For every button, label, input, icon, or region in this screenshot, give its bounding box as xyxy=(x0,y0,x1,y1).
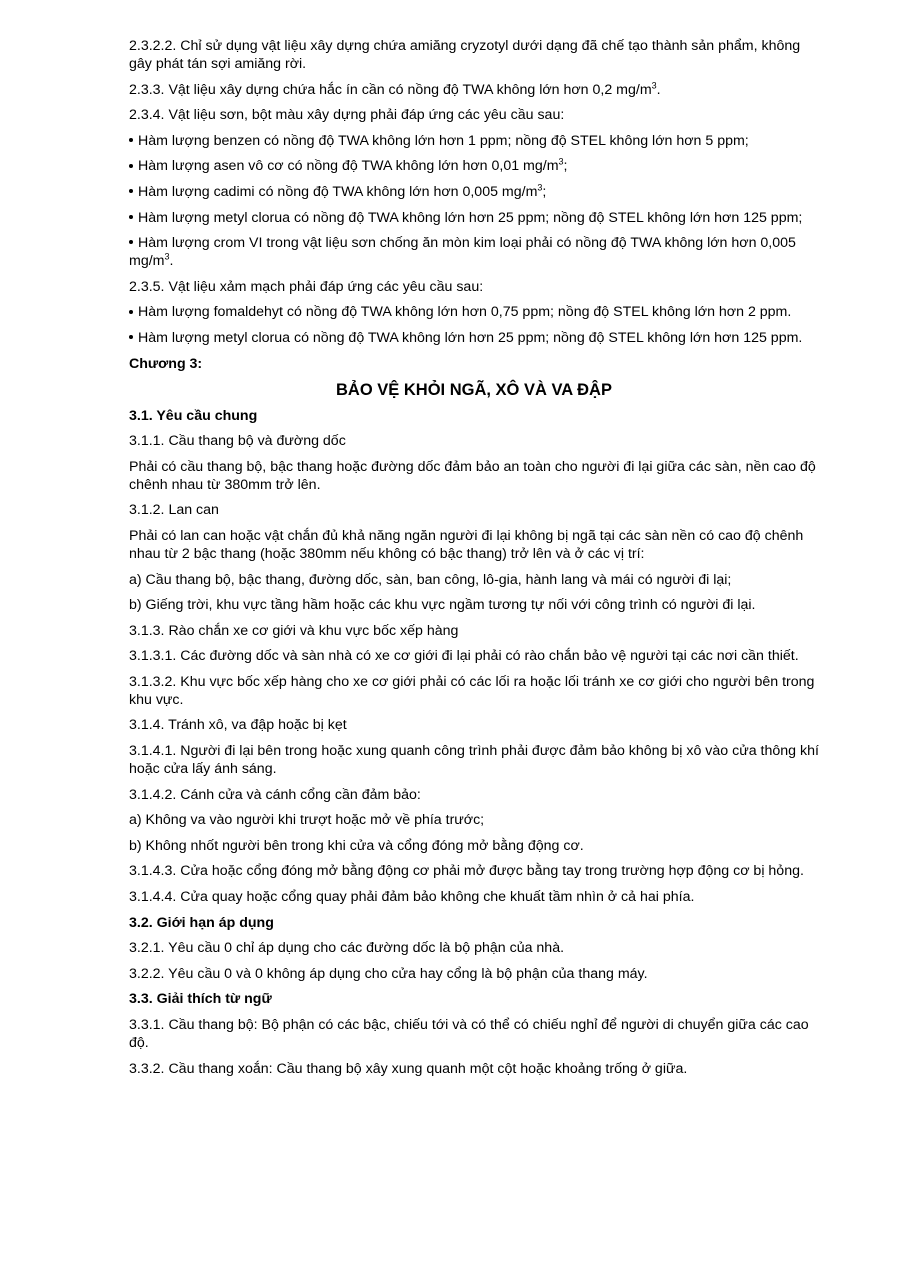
bullet-fomaldehyt: Hàm lượng fomaldehyt có nồng độ TWA không lớn hơn 0,75 ppm; nồng độ STEL không lớn hơn 2 ppm. xyxy=(129,303,819,321)
section-3-3: 3.3. Giải thích từ ngữ xyxy=(129,991,272,1008)
bullet-cadimi: Hàm lượng cadimi có nồng độ TWA không lớn hơn 0,005 $mg/m^3$; xyxy=(129,183,819,201)
bullet-metyl-clorua: Hàm lượng metyl clorua có nồng độ TWA không lớn hơn 25 ppm; nồng độ STEL không lớn hơn 125 ppm; xyxy=(129,209,819,227)
bullet-icon xyxy=(129,310,133,314)
section-3-2: 3.2. Giới hạn áp dụng xyxy=(129,914,274,931)
paragraph-3-1-4-1: 3.1.4.1. Người đi lại bên trong hoặc xung quanh công trình phải được đảm bảo không bị xô vào cửa thông khí hoặc cửa lấy ánh sáng. xyxy=(129,743,819,778)
bullet-asen: Hàm lượng asen vô cơ có nồng độ TWA không lớn hơn 0,01 $mg/m^3$; xyxy=(129,157,819,175)
bullet-benzen: Hàm lượng benzen có nồng độ TWA không lớn hơn 1 ppm; nồng độ STEL không lớn hơn 5 ppm; xyxy=(129,132,819,150)
bullet-crom: Hàm lượng crom VI trong vật liệu sơn chống ăn mòn kim loại phải có nồng độ TWA không lớn hơn 0,005 $mg/m^3$. xyxy=(129,235,796,270)
paragraph-3-3-1: 3.3.1. Cầu thang bộ: Bộ phận có các bậc, chiếu tới và có thể có chiếu nghỉ để người di chuyển giữa các cao độ. xyxy=(129,1017,809,1051)
bullet-icon xyxy=(129,215,133,219)
paragraph-3-2-2: 3.2.2. Yêu cầu 0 và 0 không áp dụng cho cửa hay cổng là bộ phận của thang máy. xyxy=(129,965,648,982)
item-3-1-2-a: a) Cầu thang bộ, bậc thang, đường dốc, sàn, ban công, lô-gia, hành lang và mái có người đi lại; xyxy=(129,571,732,588)
paragraph-3-1-4-3: 3.1.4.3. Cửa hoặc cổng đóng mở bằng động cơ phải mở được bằng tay trong trường hợp động cơ bị hỏng. xyxy=(129,863,804,880)
paragraph-2-3-4: 2.3.4. Vật liệu sơn, bột màu xây dựng phải đáp ứng các yêu cầu sau: xyxy=(129,107,565,124)
paragraph-3-3-2: 3.3.2. Cầu thang xoắn: Cầu thang bộ xây xung quanh một cột hoặc khoảng trống ở giữa. xyxy=(129,1060,688,1077)
paragraph-3-1-1: Phải có cầu thang bộ, bậc thang hoặc đường dốc đảm bảo an toàn cho người đi lại giữa các sàn, nền cao độ chênh nhau từ 380mm trở lên. xyxy=(129,458,816,493)
paragraph-3-1-4-2: 3.1.4.2. Cánh cửa và cánh cổng cần đảm bảo: xyxy=(129,786,421,803)
subsection-3-1-4: 3.1.4. Tránh xô, va đập hoặc bị kẹt xyxy=(129,717,347,734)
bullet-icon xyxy=(129,138,133,142)
paragraph-3-1-2: Phải có lan can hoặc vật chắn đủ khả năng ngăn người đi lại không bị ngã tại các sàn nền có cao độ chênh nhau từ 2 bậc thang (hoặc 380mm nếu không có bậc thang) trở lên và ở các vị trí: xyxy=(129,527,804,562)
subsection-3-1-1: 3.1.1. Cầu thang bộ và đường dốc xyxy=(129,433,346,450)
paragraph-2-3-3: 2.3.3. Vật liệu xây dựng chứa hắc ín cần có nồng độ TWA không lớn hơn 0,2 $mg/m^3$. xyxy=(129,79,661,98)
paragraph-3-1-3-2: 3.1.3.2. Khu vực bốc xếp hàng cho xe cơ giới phải có các lối ra hoặc lối tránh xe cơ giới cho người bên trong khu vực. xyxy=(129,673,815,708)
paragraph-3-2-1: 3.2.1. Yêu cầu 0 chỉ áp dụng cho các đường dốc là bộ phận của nhà. xyxy=(129,940,565,957)
bullet-icon xyxy=(129,335,133,339)
bullet-icon xyxy=(129,189,133,193)
bullet-icon xyxy=(129,164,133,168)
item-3-1-4-2-b: b) Không nhốt người bên trong khi cửa và cổng đóng mở bằng động cơ. xyxy=(129,837,584,854)
bullet-icon xyxy=(129,240,133,244)
document-page xyxy=(129,37,819,1085)
bullet-metyl-clorua-2: Hàm lượng metyl clorua có nồng độ TWA không lớn hơn 25 ppm; nồng độ STEL không lớn hơn 125 ppm. xyxy=(129,329,819,347)
item-3-1-2-b: b) Giếng trời, khu vực tầng hầm hoặc các khu vực ngầm tương tự nối với công trình có người đi lại. xyxy=(129,597,756,614)
paragraph-2-3-2-2: 2.3.2.2. Chỉ sử dụng vật liệu xây dựng chứa amiăng cryzotyl dưới dạng đã chế tạo thành sản phẩm, không gây phát tán sợi amiăng rời. xyxy=(129,38,801,72)
subsection-3-1-3: 3.1.3. Rào chắn xe cơ giới và khu vực bốc xếp hàng xyxy=(129,622,459,639)
paragraph-3-1-4-4: 3.1.4.4. Cửa quay hoặc cổng quay phải đảm bảo không che khuất tầm nhìn ở cả hai phía. xyxy=(129,889,695,906)
chapter-title: BẢO VỆ KHỎI NGÃ, XÔ VÀ VA ĐẬP xyxy=(336,380,612,399)
item-3-1-4-2-a: a) Không va vào người khi trượt hoặc mở về phía trước; xyxy=(129,812,485,829)
chapter-label: Chương 3: xyxy=(129,355,203,372)
paragraph-3-1-3-1: 3.1.3.1. Các đường dốc và sàn nhà có xe cơ giới đi lại phải có rào chắn bảo vệ người tại các nơi cần thiết. xyxy=(129,648,799,665)
section-3-1: 3.1. Yêu cầu chung xyxy=(129,407,258,424)
paragraph-2-3-5: 2.3.5. Vật liệu xảm mạch phải đáp ứng các yêu cầu sau: xyxy=(129,278,484,295)
subsection-3-1-2: 3.1.2. Lan can xyxy=(129,502,219,519)
